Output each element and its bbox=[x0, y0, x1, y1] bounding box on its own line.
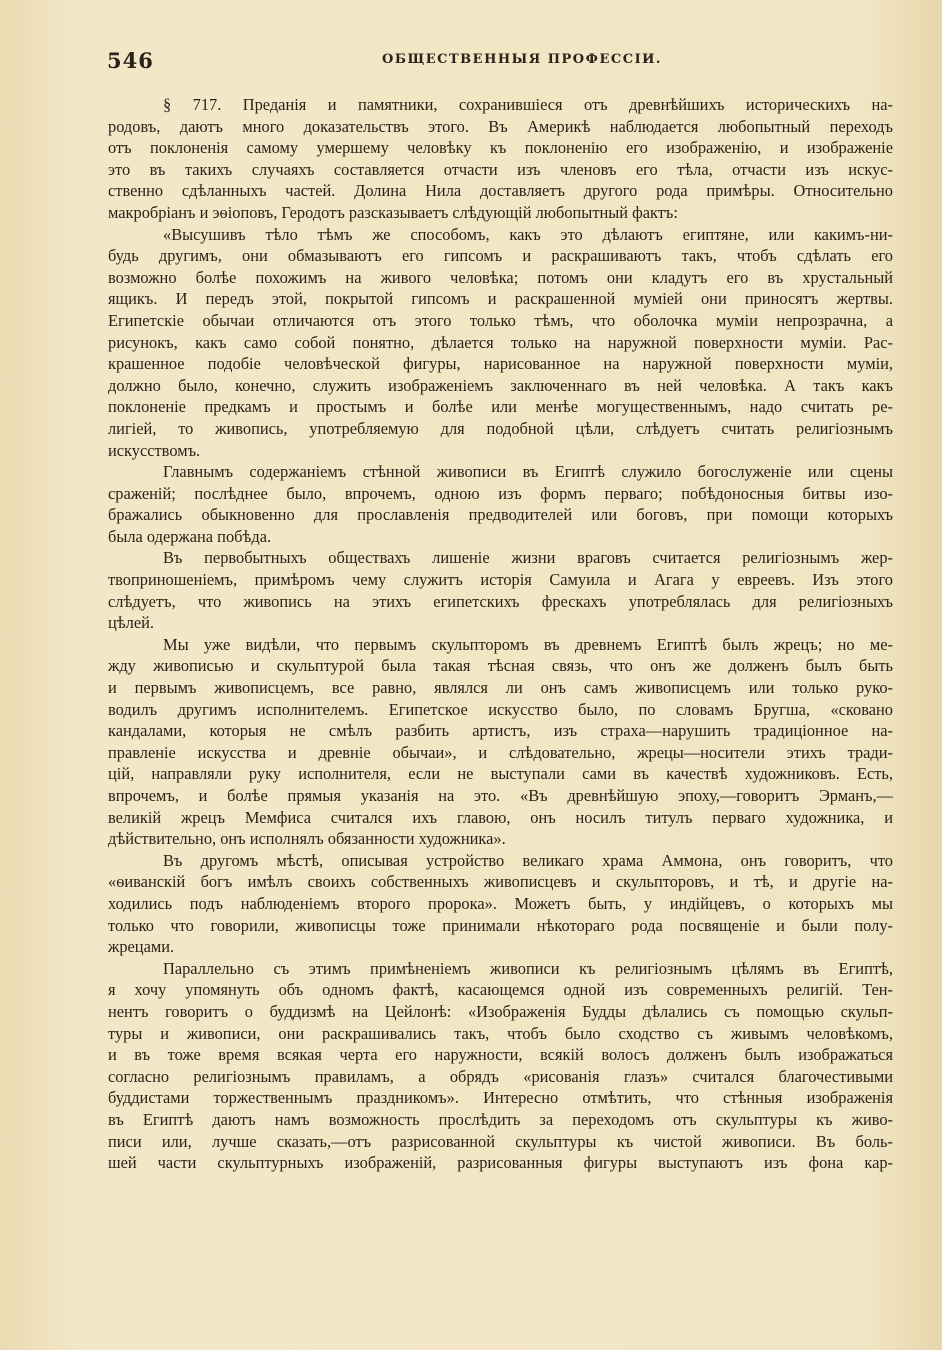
text-line: согласно религіознымъ правиламъ, а обрядъ «рисованія глазъ» считался благочестивыми bbox=[108, 1066, 893, 1086]
text-line: писи или, лучше сказать,—отъ разрисованной скульптуры къ чистой живописи. Въ боль- bbox=[108, 1131, 893, 1151]
text-line: макробріанъ и эѳіоповъ, Геродотъ разсказываетъ слѣдующій любопытный фактъ: bbox=[108, 202, 678, 222]
text-line: Въ первобытныхъ обществахъ лишеніе жизни враговъ считается религіознымъ жер- bbox=[163, 548, 893, 568]
text-line: жрецами. bbox=[108, 937, 175, 957]
text-line: буддистами торжественнымъ праздникомъ». Интересно отмѣтить, что стѣнныя изображенія bbox=[108, 1088, 893, 1108]
text-line: должно было, конечно, служить изображеніемъ заключеннаго въ ней человѣка. А такъ какъ bbox=[108, 375, 893, 395]
text-line: туры и живописи, они раскрашивались такъ, чтобъ было сходство съ живымъ человѣкомъ, bbox=[108, 1023, 893, 1043]
text-line: Мы уже видѣли, что первымъ скульпторомъ въ древнемъ Египтѣ былъ жрецъ; но ме- bbox=[163, 634, 893, 654]
text-line: отъ поклоненія самому умершему человѣку къ поклоненію его изображенію, и изображеніе bbox=[108, 138, 893, 158]
running-head: ОБЩЕСТВЕННЫЯ ПРОФЕССІИ. bbox=[382, 52, 662, 67]
text-line: только что говорили, живописцы тоже принимали нѣкотораго рода посвященіе и были полу- bbox=[108, 915, 893, 935]
text-line: шей части скульптурныхъ изображеній, разрисованныя фигуры выступаютъ изъ фона кар- bbox=[108, 1153, 893, 1173]
text-line: ходились подъ наблюденіемъ второго пророка». Можетъ быть, у индійцевъ, о которыхъ мы bbox=[108, 893, 893, 913]
text-line: слѣдуетъ, что живопись на этихъ египетскихъ фрескахъ употреблялась для религіозныхъ bbox=[108, 591, 893, 611]
text-line: впрочемъ, и болѣе прямыя указанія на это. «Въ древнѣйшую эпоху,—говоритъ Эрманъ,— bbox=[108, 786, 893, 805]
text-line: Главнымъ содержаніемъ стѣнной живописи въ Египтѣ служило богослуженіе или сцены bbox=[163, 462, 893, 482]
text-line: искусствомъ. bbox=[108, 440, 201, 460]
body-text bbox=[108, 94, 893, 1174]
text-line: водилъ другимъ исполнителемъ. Египетское искусство было, по словамъ Бругша, «сковано bbox=[108, 699, 893, 719]
text-line: § 717. Преданія и памятники, сохранившіеся отъ древнѣйшихъ историческихъ на- bbox=[163, 95, 893, 114]
text-line: великій жрецъ Мемфиса считался ихъ главою, онъ носилъ титулъ перваго художника, и bbox=[108, 807, 893, 827]
text-line: бражались обыкновенно для прославленія предводителей или боговъ, при помощи которыхъ bbox=[108, 505, 893, 525]
text-line: Въ другомъ мѣстѣ, описывая устройство великаго храма Аммона, онъ говоритъ, что bbox=[163, 850, 893, 870]
text-line: нентъ говоритъ о буддизмѣ на Цейлонѣ: «Изображенія Будды дѣлались съ помощью скульп- bbox=[108, 1001, 893, 1021]
text-line: родовъ, даютъ много доказательствъ этого. Въ Америкѣ наблюдается любопытный переходъ bbox=[108, 116, 893, 136]
text-line: была одержана побѣда. bbox=[108, 526, 272, 546]
text-line: Параллельно съ этимъ примѣненіемъ живописи къ религіознымъ цѣлямъ въ Египтѣ, bbox=[163, 958, 893, 978]
text-line: возможно болѣе похожимъ на живого человѣка; потомъ они кладутъ его въ хрустальный bbox=[108, 267, 893, 287]
text-line: «Высушивъ тѣло тѣмъ же способомъ, какъ это дѣлаютъ египтяне, или какимъ-ни- bbox=[163, 224, 893, 244]
text-line: крашенное подобіе человѣческой фигуры, нарисованное на наружной поверхности муміи, bbox=[108, 354, 893, 374]
text-line: твоприношеніемъ, примѣромъ чему служитъ исторія Самуила и Агага у евреевъ. Изъ этого bbox=[108, 570, 893, 590]
text-line: я хочу упомянуть объ одномъ фактѣ, касающемся одной изъ современныхъ религій. Тен- bbox=[108, 980, 893, 1000]
text-line: Египетскіе обычаи отличаются отъ этого только тѣмъ, что оболочка муміи непрозрачна, а bbox=[108, 310, 893, 330]
text-line: лигіей, то живопись, употребляемую для подобной цѣли, слѣдуетъ считать религіознымъ bbox=[108, 418, 893, 438]
page-number: 546 bbox=[107, 48, 154, 73]
text-line: рисунокъ, какъ само собой понятно, дѣлается только на наружной поверхности муміи. Рас- bbox=[108, 332, 893, 352]
text-line: сраженій; послѣднее было, впрочемъ, одною изъ формъ перваго; побѣдоносныя битвы изо- bbox=[108, 483, 893, 503]
text-line: ственно сдѣланныхъ частей. Долина Нила доставляетъ другого рода примѣры. Относительно bbox=[108, 181, 893, 201]
text-line: правленіе искусства и древніе обычаи», и слѣдовательно, жрецы—носители этихъ тради- bbox=[108, 742, 893, 762]
text-line: кандалами, которыя не смѣлъ разбить артистъ, изъ страха—нарушить традиціонное на- bbox=[108, 721, 893, 741]
text-line: будь другимъ, они обмазываютъ его гипсомъ и раскрашиваютъ такъ, чтобъ сдѣлать его bbox=[108, 246, 893, 266]
text-line: цій, направляли руку исполнителя, если не выступали сами въ качествѣ художниковъ. Есть, bbox=[108, 764, 893, 784]
text-line: и первымъ живописцемъ, все равно, являлся ли онъ самъ живописцемъ или только руко- bbox=[108, 678, 893, 698]
text-line: «ѳиванскій богъ имѣлъ своихъ собственныхъ живописцевъ и скульпторовъ, и тѣ, и другіе на- bbox=[108, 872, 893, 892]
text-line: ящикъ. И передъ этой, покрытой гипсомъ и раскрашенной муміей они приносятъ жертвы. bbox=[108, 289, 893, 309]
text-line: это въ такихъ случаяхъ составляется отчасти изъ членовъ его тѣла, отчасти изъ искус- bbox=[108, 159, 893, 179]
text-line: поклоненіе предкамъ и простымъ и болѣе или менѣе могущественнымъ, надо считать ре- bbox=[108, 397, 893, 417]
text-line: цѣлей. bbox=[108, 613, 154, 633]
text-line: въ Египтѣ даютъ намъ возможность прослѣдить за переходомъ отъ скульптуры къ живо- bbox=[108, 1109, 893, 1129]
page-header bbox=[107, 48, 897, 74]
text-line: жду живописью и скульптурой была такая тѣсная связь, что онъ же долженъ былъ быть bbox=[108, 656, 893, 676]
text-line: и въ тоже время всякая черта его наружности, всякій волосъ долженъ былъ изображаться bbox=[108, 1045, 893, 1065]
text-line: дѣйствительно, онъ исполнялъ обязанности художника». bbox=[108, 829, 506, 849]
